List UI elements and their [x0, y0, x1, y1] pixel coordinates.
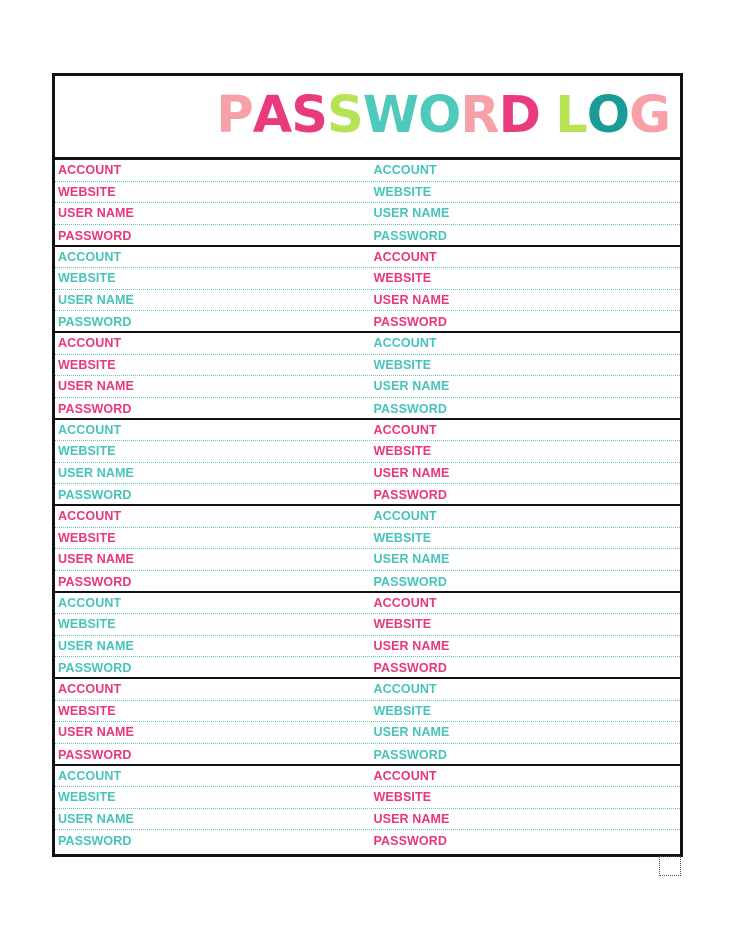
field-label-password: PASSWORD	[58, 401, 132, 416]
entry-block	[55, 420, 680, 507]
entry-row	[55, 333, 680, 355]
page-title	[216, 86, 670, 145]
entry-blocks	[55, 160, 680, 852]
field-label-website: WEBSITE	[373, 357, 432, 372]
field-label-password: PASSWORD	[58, 834, 132, 849]
field-label-account: ACCOUNT	[58, 509, 122, 524]
entry-row	[55, 549, 680, 571]
field-label-account: ACCOUNT	[373, 163, 437, 178]
field-label-account: ACCOUNT	[58, 682, 122, 697]
title-letter: O	[417, 86, 461, 145]
entry-row	[55, 311, 680, 333]
entry-row	[55, 787, 680, 809]
field-label-account: ACCOUNT	[58, 422, 122, 437]
entry-row	[55, 528, 680, 550]
field-label-website: WEBSITE	[58, 357, 116, 372]
entry-row	[55, 593, 680, 615]
entry-block	[55, 679, 680, 766]
title-letter: D	[498, 86, 540, 145]
corner-resize-handle	[659, 856, 681, 876]
field-label-website: WEBSITE	[58, 703, 116, 718]
entry-row	[55, 722, 680, 744]
field-label-user-name: USER NAME	[58, 638, 134, 653]
entry-row	[55, 160, 680, 182]
field-label-user-name: USER NAME	[373, 638, 450, 653]
field-label-user-name: USER NAME	[58, 552, 134, 567]
field-label-website: WEBSITE	[58, 271, 116, 286]
field-label-password: PASSWORD	[58, 574, 132, 589]
field-label-password: PASSWORD	[58, 228, 132, 243]
field-label-password: PASSWORD	[373, 574, 447, 589]
field-label-account: ACCOUNT	[373, 336, 437, 351]
field-label-password: PASSWORD	[58, 488, 132, 503]
password-log-sheet	[52, 73, 683, 857]
entry-row	[55, 809, 680, 831]
field-label-user-name: USER NAME	[58, 206, 134, 221]
field-label-password: PASSWORD	[58, 661, 132, 676]
title-letter: R	[460, 86, 499, 145]
field-label-account: ACCOUNT	[58, 163, 122, 178]
entry-row	[55, 441, 680, 463]
entry-block	[55, 333, 680, 420]
field-label-password: PASSWORD	[373, 228, 447, 243]
title-box	[55, 76, 680, 160]
entry-row	[55, 657, 680, 679]
entry-row	[55, 268, 680, 290]
field-label-website: WEBSITE	[373, 703, 432, 718]
field-label-website: WEBSITE	[58, 530, 116, 545]
field-label-account: ACCOUNT	[58, 768, 122, 783]
entry-row	[55, 614, 680, 636]
field-label-password: PASSWORD	[373, 401, 447, 416]
entry-row	[55, 247, 680, 269]
entry-row	[55, 290, 680, 312]
entry-row	[55, 398, 680, 420]
field-label-user-name: USER NAME	[373, 465, 450, 480]
entry-row	[55, 463, 680, 485]
field-label-website: WEBSITE	[373, 790, 432, 805]
field-label-user-name: USER NAME	[58, 292, 134, 307]
field-label-website: WEBSITE	[58, 184, 116, 199]
field-label-password: PASSWORD	[58, 747, 132, 762]
entry-row	[55, 766, 680, 788]
title-letter: A	[252, 86, 292, 145]
title-letter: G	[629, 86, 670, 145]
entry-block	[55, 506, 680, 593]
field-label-website: WEBSITE	[58, 790, 116, 805]
entry-row	[55, 203, 680, 225]
field-label-user-name: USER NAME	[58, 465, 134, 480]
field-label-user-name: USER NAME	[58, 725, 134, 740]
entry-row	[55, 182, 680, 204]
field-label-account: ACCOUNT	[373, 509, 437, 524]
entry-row	[55, 420, 680, 442]
entry-block	[55, 593, 680, 680]
field-label-account: ACCOUNT	[58, 336, 122, 351]
field-label-account: ACCOUNT	[373, 422, 437, 437]
entry-row	[55, 701, 680, 723]
field-label-account: ACCOUNT	[373, 595, 437, 610]
entry-row	[55, 571, 680, 593]
field-label-website: WEBSITE	[373, 271, 432, 286]
field-label-user-name: USER NAME	[373, 379, 450, 394]
field-label-user-name: USER NAME	[373, 206, 450, 221]
entry-row	[55, 225, 680, 247]
title-letter: S	[291, 86, 327, 145]
entry-block	[55, 247, 680, 334]
entry-row	[55, 376, 680, 398]
entry-row	[55, 484, 680, 506]
field-label-website: WEBSITE	[373, 444, 432, 459]
field-label-account: ACCOUNT	[373, 249, 437, 264]
title-letter: L	[555, 86, 587, 145]
field-label-user-name: USER NAME	[373, 725, 450, 740]
entry-row	[55, 830, 680, 852]
field-label-user-name: USER NAME	[373, 811, 450, 826]
entry-row	[55, 355, 680, 377]
field-label-website: WEBSITE	[58, 444, 116, 459]
field-label-account: ACCOUNT	[58, 249, 122, 264]
field-label-account: ACCOUNT	[58, 595, 122, 610]
title-letter: P	[216, 86, 253, 145]
field-label-password: PASSWORD	[373, 747, 447, 762]
entry-row	[55, 744, 680, 766]
entry-row	[55, 679, 680, 701]
entry-row	[55, 506, 680, 528]
field-label-website: WEBSITE	[58, 617, 116, 632]
field-label-user-name: USER NAME	[58, 379, 134, 394]
field-label-password: PASSWORD	[373, 661, 447, 676]
field-label-user-name: USER NAME	[58, 811, 134, 826]
title-letter: S	[326, 86, 363, 145]
field-label-user-name: USER NAME	[373, 552, 450, 567]
field-label-password: PASSWORD	[373, 315, 447, 330]
field-label-password: PASSWORD	[373, 488, 447, 503]
field-label-website: WEBSITE	[373, 184, 432, 199]
entry-row	[55, 636, 680, 658]
title-letter: W	[362, 86, 418, 145]
field-label-user-name: USER NAME	[373, 292, 450, 307]
field-label-account: ACCOUNT	[373, 682, 437, 697]
entry-block	[55, 766, 680, 853]
entry-block	[55, 160, 680, 247]
field-label-website: WEBSITE	[373, 617, 432, 632]
field-label-account: ACCOUNT	[373, 768, 437, 783]
field-label-password: PASSWORD	[373, 834, 447, 849]
title-letter: O	[586, 86, 630, 145]
field-label-website: WEBSITE	[373, 530, 432, 545]
field-label-password: PASSWORD	[58, 315, 132, 330]
